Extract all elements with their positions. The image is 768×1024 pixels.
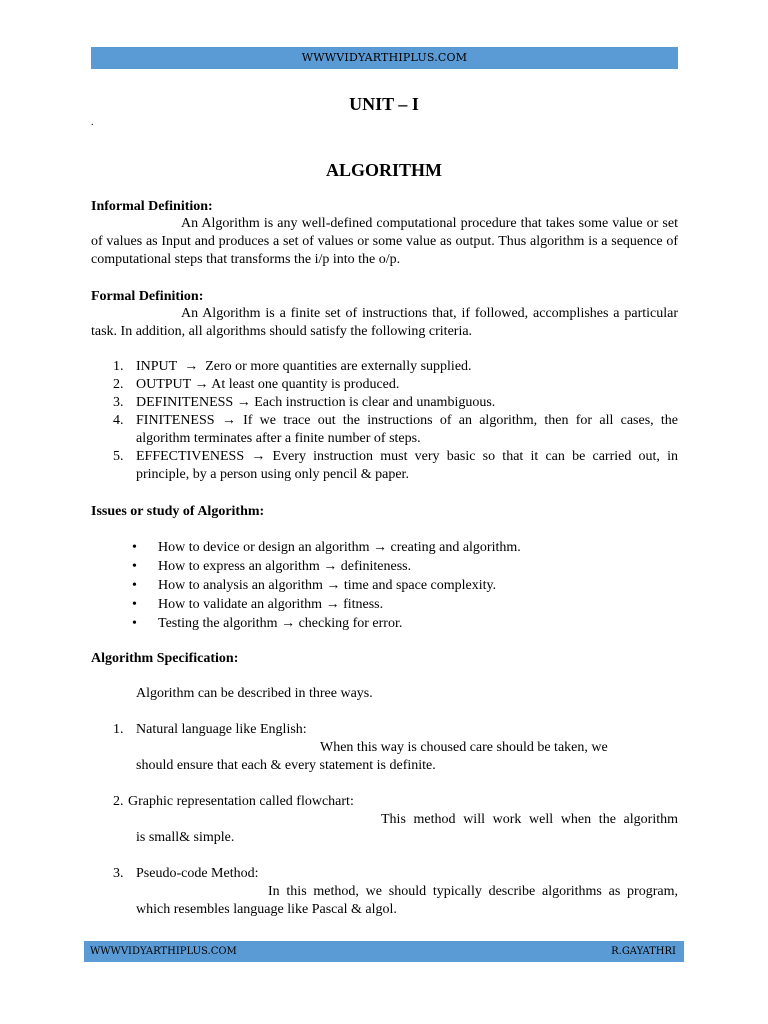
arrow-icon: → — [184, 359, 199, 374]
criteria-text: At least one quantity is produced. — [211, 377, 400, 392]
arrow-icon: → — [323, 559, 338, 574]
unit-title: UNIT – I — [349, 94, 419, 114]
informal-heading: Informal Definition: — [91, 199, 213, 214]
way-title: Natural language like English: — [136, 722, 307, 737]
criteria-item — [91, 394, 678, 412]
bullet-icon: • — [132, 559, 137, 574]
issue-text: How to device or design an algorithm — [158, 540, 370, 555]
criteria-number: 1. — [113, 359, 124, 374]
criteria-number: 4. — [113, 413, 124, 428]
way-desc: This method will work well when the algorithm — [381, 812, 678, 827]
bullet-icon: • — [132, 597, 137, 612]
issue-result: checking for error. — [298, 616, 403, 631]
issue-text: How to analysis an algorithm — [158, 578, 323, 593]
issue-result: time and space complexity. — [343, 578, 497, 593]
way-desc-cont: which resembles language like Pascal & algol. — [136, 902, 397, 917]
issue-item — [130, 558, 678, 577]
criteria-term: EFFECTIVENESS — [136, 449, 245, 464]
arrow-icon: → — [194, 377, 209, 392]
issue-item — [130, 577, 678, 596]
criteria-term: FINITENESS — [136, 413, 215, 428]
issue-text: Testing the algorithm — [158, 616, 278, 631]
way-desc: When this way is choused care should be taken, we — [320, 740, 608, 755]
spec-intro: Algorithm can be described in three ways. — [136, 686, 373, 701]
arrow-icon: → — [325, 597, 340, 612]
issue-item — [130, 596, 678, 615]
criteria-number: 3. — [113, 395, 124, 410]
issue-item — [130, 539, 678, 558]
criteria-list — [91, 358, 678, 484]
arrow-icon: → — [373, 540, 388, 555]
arrow-icon: → — [236, 395, 251, 410]
formal-heading: Formal Definition: — [91, 289, 204, 304]
criteria-item — [91, 448, 678, 484]
criteria-number: 5. — [113, 449, 124, 464]
criteria-term: INPUT — [136, 359, 178, 374]
way-desc-cont: should ensure that each & every statement is definite. — [136, 758, 436, 773]
bullet-icon: • — [132, 540, 137, 555]
criteria-item — [91, 376, 678, 394]
issue-result: fitness. — [343, 597, 384, 612]
issues-list — [130, 539, 678, 634]
way-desc: In this method, we should typically describe algorithms as program, — [268, 884, 678, 899]
issues-heading: Issues or study of Algorithm: — [91, 504, 265, 519]
way-title: Graphic representation called flowchart: — [128, 794, 354, 809]
arrow-icon: → — [326, 578, 341, 593]
footer-author: R.GAYATHRI — [611, 946, 676, 957]
bullet-icon: • — [132, 616, 137, 631]
criteria-text: Every instruction must very basic so that it can be carried out, in principle, by a person using only pencil & paper. — [136, 449, 679, 482]
issue-item — [130, 615, 678, 634]
arrow-icon: → — [281, 616, 296, 631]
formal-body: An Algorithm is a finite set of instructions that, if followed, accomplishes a particular task. In addition, all algorithms should satisfy the following criteria. — [91, 306, 678, 339]
way-desc-cont: is small& simple. — [136, 830, 235, 845]
criteria-text: Zero or more quantities are externally supplied. — [205, 359, 472, 374]
issue-text: How to express an algorithm — [158, 559, 320, 574]
way-number: 2. — [113, 794, 124, 809]
criteria-number: 2. — [113, 377, 124, 392]
arrow-icon: → — [251, 449, 266, 464]
issue-result: creating and algorithm. — [390, 540, 521, 555]
way-title: Pseudo-code Method: — [136, 866, 259, 881]
arrow-icon: → — [221, 413, 236, 428]
footer-bar — [84, 941, 684, 962]
criteria-text: Each instruction is clear and unambiguous. — [254, 395, 496, 410]
header-site-text: WWWVIDYARTHIPLUS.COM — [301, 51, 468, 64]
stray-dot: . — [91, 117, 94, 128]
way-number: 1. — [113, 722, 124, 737]
criteria-term: OUTPUT — [136, 377, 191, 392]
spec-heading: Algorithm Specification: — [91, 651, 239, 666]
bullet-icon: • — [132, 578, 137, 593]
way-number: 3. — [113, 866, 124, 881]
criteria-term: DEFINITENESS — [136, 395, 234, 410]
main-title: ALGORITHM — [325, 160, 442, 180]
issue-text: How to validate an algorithm — [158, 597, 323, 612]
issue-result: definiteness. — [340, 559, 412, 574]
informal-body: An Algorithm is any well-defined computational procedure that takes some value or set of values as Input and produces a set of values or some value as output. Thus algorithm is a sequence of computational steps that transforms the i/p into the o/p. — [91, 216, 678, 267]
criteria-item — [91, 358, 678, 376]
header-bar — [91, 47, 678, 69]
footer-site-text: WWWVIDYARTHIPLUS.COM — [90, 946, 237, 957]
criteria-text: If we trace out the instructions of an algorithm, then for all cases, the algorithm terminates after a finite number of steps. — [136, 413, 679, 446]
criteria-item — [91, 412, 678, 448]
